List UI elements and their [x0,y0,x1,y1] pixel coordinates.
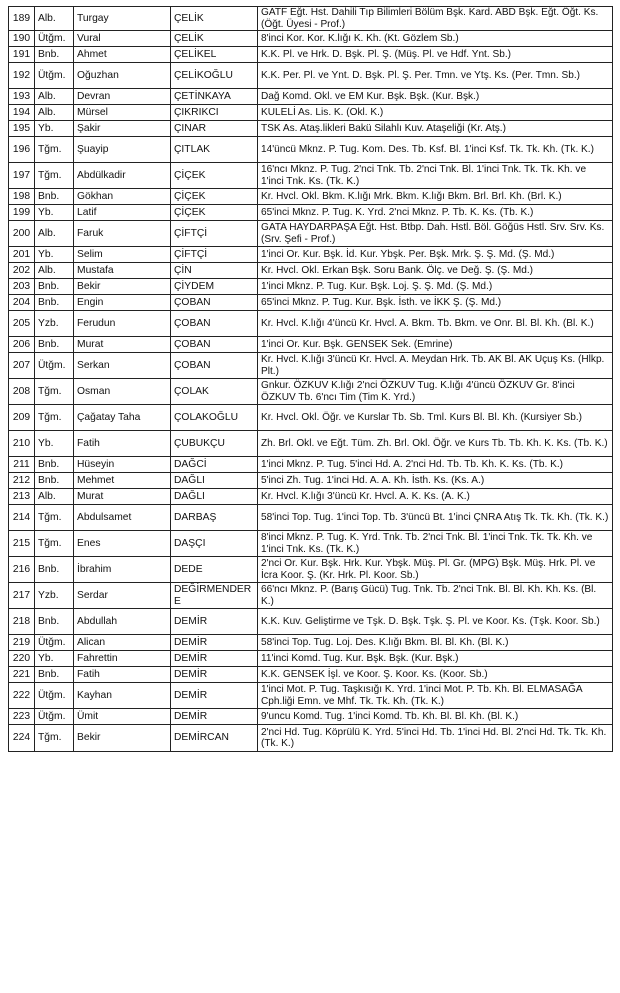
cell-desc: 65'inci Mknz. P. Tug. K. Yrd. 2'nci Mknz. P. Tb. K. Ks. (Tb. K.) [258,205,613,221]
cell-first: Fatih [74,667,171,683]
cell-desc: 58'inci Top. Tug. Loj. Des. K.lığı Bkm. Bl. Bl. Kh. (Bl. K.) [258,635,613,651]
cell-first: Alican [74,635,171,651]
table-row [9,337,613,353]
cell-last: ÇINAR [171,121,258,137]
cell-desc: 1'inci Or. Kur. Bşk. GENSEK Sek. (Emrine) [258,337,613,353]
cell-last: DEMİR [171,609,258,635]
cell-rank: Ütğm. [35,635,74,651]
cell-last: ÇIKRIKCI [171,105,258,121]
cell-first: Gökhan [74,189,171,205]
cell-rank: Tğm. [35,505,74,531]
cell-rank: Tğm. [35,163,74,189]
cell-no: 212 [9,473,35,489]
cell-last: ÇİYDEM [171,279,258,295]
cell-first: Kayhan [74,683,171,709]
cell-no: 193 [9,89,35,105]
cell-desc: Kr. Hvcl. K.lığı 4'üncü Kr. Hvcl. A. Bkm. Tb. Bkm. ve Onr. Bl. Bl. Kh. (Bl. K.) [258,311,613,337]
cell-first: Abdülkadir [74,163,171,189]
table-row [9,651,613,667]
cell-last: ÇOLAKOĞLU [171,405,258,431]
cell-desc: Kr. Hvcl. K.lığı 3'üncü Kr. Hvcl. A. K. Ks. (A. K.) [258,489,613,505]
cell-last: ÇITLAK [171,137,258,163]
cell-no: 209 [9,405,35,431]
cell-first: Şuayip [74,137,171,163]
cell-first: Serkan [74,353,171,379]
cell-last: DEMİR [171,667,258,683]
cell-no: 222 [9,683,35,709]
cell-desc: K.K. GENSEK İşl. ve Koor. Ş. Koor. Ks. (Koor. Sb.) [258,667,613,683]
cell-desc: K.K. Pl. ve Hrk. D. Bşk. Pl. Ş. (Müş. Pl. ve Hdf. Ynt. Sb.) [258,47,613,63]
cell-no: 219 [9,635,35,651]
cell-first: Faruk [74,221,171,247]
table-row [9,247,613,263]
cell-desc: 8'inci Kor. Kor. K.lığı K. Kh. (Kt. Gözlem Sb.) [258,31,613,47]
cell-last: ÇİFTÇİ [171,221,258,247]
cell-first: Mürsel [74,105,171,121]
cell-first: Ümit [74,709,171,725]
cell-desc: 5'inci Zh. Tug. 1'inci Hd. A. A. Kh. İsth. Ks. (Ks. A.) [258,473,613,489]
cell-no: 215 [9,531,35,557]
cell-last: DEMİRCAN [171,725,258,752]
cell-no: 214 [9,505,35,531]
cell-first: Murat [74,337,171,353]
cell-first: Vural [74,31,171,47]
table-row [9,431,613,457]
table-body [9,7,613,752]
cell-first: Osman [74,379,171,405]
cell-no: 210 [9,431,35,457]
cell-rank: Tğm. [35,137,74,163]
table-row [9,279,613,295]
cell-rank: Ütğm. [35,353,74,379]
cell-first: Latif [74,205,171,221]
cell-desc: GATF Eğt. Hst. Dahili Tıp Bilimleri Bölüm Bşk. Kard. ABD Bşk. Eğt. Öğt. Ks. (Öğt. Üyesi - Prof.) [258,7,613,31]
cell-last: ÇİN [171,263,258,279]
cell-rank: Alb. [35,221,74,247]
cell-first: İbrahim [74,557,171,583]
cell-rank: Yb. [35,205,74,221]
table-row [9,137,613,163]
cell-last: DEMİR [171,683,258,709]
cell-last: DEMİR [171,651,258,667]
cell-no: 211 [9,457,35,473]
cell-desc: 66'ncı Mknz. P. (Barış Gücü) Tug. Tnk. Tb. 2'nci Tnk. Bl. Bl. Kh. Kh. Ks. (Bl. K.) [258,583,613,609]
cell-first: Çağatay Taha [74,405,171,431]
cell-first: Fatih [74,431,171,457]
cell-rank: Bnb. [35,337,74,353]
cell-rank: Tğm. [35,379,74,405]
cell-desc: 1'inci Mknz. P. Tug. 5'inci Hd. A. 2'nci Hd. Tb. Tb. Kh. K. Ks. (Tb. K.) [258,457,613,473]
cell-rank: Alb. [35,7,74,31]
table-row [9,531,613,557]
cell-rank: Bnb. [35,557,74,583]
cell-last: DAĞLI [171,473,258,489]
cell-desc: 11'inci Komd. Tug. Kur. Bşk. Bşk. (Kur. Bşk.) [258,651,613,667]
cell-rank: Yb. [35,121,74,137]
cell-no: 189 [9,7,35,31]
cell-first: Ahmet [74,47,171,63]
cell-rank: Bnb. [35,667,74,683]
table-row [9,47,613,63]
cell-last: DAĞCİ [171,457,258,473]
cell-rank: Yzb. [35,311,74,337]
cell-last: DEĞİRMENDERE [171,583,258,609]
cell-no: 203 [9,279,35,295]
cell-no: 216 [9,557,35,583]
cell-last: ÇOBAN [171,337,258,353]
cell-first: Mehmet [74,473,171,489]
cell-desc: 1'inci Or. Kur. Bşk. İd. Kur. Ybşk. Per. Bşk. Mrk. Ş. Ş. Md. (Ş. Md.) [258,247,613,263]
table-row [9,667,613,683]
cell-last: ÇELİK [171,31,258,47]
cell-desc: 2'nci Hd. Tug. Köprülü K. Yrd. 5'inci Hd. Tb. 1'inci Hd. Bl. 2'nci Hd. Tk. Tk. Kh. (Tk. K.) [258,725,613,752]
cell-no: 224 [9,725,35,752]
cell-rank: Bnb. [35,189,74,205]
cell-last: ÇOBAN [171,353,258,379]
cell-no: 204 [9,295,35,311]
table-row [9,583,613,609]
cell-no: 197 [9,163,35,189]
cell-desc: 65'inci Mknz. P. Tug. Kur. Bşk. İsth. ve İKK Ş. (Ş. Md.) [258,295,613,311]
table-row [9,683,613,709]
cell-last: ÇİÇEK [171,163,258,189]
cell-rank: Ütğm. [35,709,74,725]
table-row [9,353,613,379]
cell-desc: Gnkur. ÖZKUV K.lığı 2'nci ÖZKUV Tug. K.lığı 4'üncü ÖZKUV Gr. 8'inci ÖZKUV Tb. 6'ncı Tim (Tim K. Yrd.) [258,379,613,405]
cell-rank: Bnb. [35,609,74,635]
cell-desc: Kr. Hvcl. Okl. Erkan Bşk. Soru Bank. Ölç. ve Değ. Ş. (Ş. Md.) [258,263,613,279]
cell-first: Serdar [74,583,171,609]
cell-rank: Yzb. [35,583,74,609]
cell-no: 190 [9,31,35,47]
cell-no: 195 [9,121,35,137]
cell-no: 200 [9,221,35,247]
cell-rank: Bnb. [35,47,74,63]
cell-no: 198 [9,189,35,205]
table-row [9,709,613,725]
cell-no: 192 [9,63,35,89]
cell-last: ÇUBUKÇU [171,431,258,457]
cell-last: DAŞÇI [171,531,258,557]
cell-rank: Alb. [35,263,74,279]
table-row [9,457,613,473]
cell-rank: Alb. [35,105,74,121]
personnel-table [8,6,613,752]
table-row [9,263,613,279]
table-row [9,311,613,337]
cell-rank: Bnb. [35,295,74,311]
cell-rank: Bnb. [35,473,74,489]
table-row [9,295,613,311]
cell-first: Fahrettin [74,651,171,667]
cell-no: 191 [9,47,35,63]
cell-no: 220 [9,651,35,667]
cell-last: ÇİÇEK [171,189,258,205]
cell-first: Bekir [74,725,171,752]
cell-rank: Yb. [35,651,74,667]
table-row [9,89,613,105]
cell-last: ÇOLAK [171,379,258,405]
cell-rank: Tğm. [35,725,74,752]
cell-rank: Bnb. [35,279,74,295]
cell-no: 205 [9,311,35,337]
cell-desc: 1'inci Mknz. P. Tug. Kur. Bşk. Loj. Ş. Ş. Md. (Ş. Md.) [258,279,613,295]
cell-rank: Alb. [35,89,74,105]
cell-last: DEDE [171,557,258,583]
cell-desc: K.K. Per. Pl. ve Ynt. D. Bşk. Pl. Ş. Per. Tmn. ve Ytş. Ks. (Per. Tmn. Sb.) [258,63,613,89]
table-row [9,473,613,489]
cell-rank: Tğm. [35,531,74,557]
cell-rank: Ütğm. [35,31,74,47]
cell-last: ÇİFTÇİ [171,247,258,263]
cell-rank: Bnb. [35,457,74,473]
cell-last: ÇELİK [171,7,258,31]
cell-last: ÇETİNKAYA [171,89,258,105]
cell-first: Murat [74,489,171,505]
cell-last: DARBAŞ [171,505,258,531]
cell-desc: KULELİ As. Lis. K. (Okl. K.) [258,105,613,121]
cell-first: Mustafa [74,263,171,279]
cell-rank: Alb. [35,489,74,505]
cell-no: 221 [9,667,35,683]
cell-first: Oğuzhan [74,63,171,89]
cell-rank: Yb. [35,247,74,263]
cell-last: DEMİR [171,635,258,651]
cell-first: Engin [74,295,171,311]
table-row [9,725,613,752]
cell-last: ÇELİKOĞLU [171,63,258,89]
cell-desc: 1'inci Mot. P. Tug. Taşkısığı K. Yrd. 1'inci Mot. P. Tb. Kh. Bl. ELMASAĞA Cph.liği Emn. ve Mhf. Tk. Tk. Kh. (Tk. K.) [258,683,613,709]
cell-desc: 2'nci Or. Kur. Bşk. Hrk. Kur. Ybşk. Müş. Pl. Gr. (MPG) Bşk. Müş. Hrk. Pl. ve İcra Koor. Ş. (Kr. Hrk. Pl. Koor. Sb.) [258,557,613,583]
table-row [9,189,613,205]
cell-rank: Ütğm. [35,683,74,709]
table-row [9,205,613,221]
cell-desc: 9'uncu Komd. Tug. 1'inci Komd. Tb. Kh. Bl. Bl. Kh. (Bl. K.) [258,709,613,725]
cell-last: DAĞLI [171,489,258,505]
cell-last: ÇİÇEK [171,205,258,221]
cell-last: ÇOBAN [171,311,258,337]
cell-first: Selim [74,247,171,263]
cell-last: ÇELİKEL [171,47,258,63]
cell-desc: 14'üncü Mknz. P. Tug. Kom. Des. Tb. Ksf. Bl. 1'inci Ksf. Tk. Tk. Kh. (Tk. K.) [258,137,613,163]
cell-first: Abdulsamet [74,505,171,531]
cell-first: Hüseyin [74,457,171,473]
cell-no: 218 [9,609,35,635]
cell-no: 199 [9,205,35,221]
cell-no: 213 [9,489,35,505]
cell-first: Şakir [74,121,171,137]
cell-first: Devran [74,89,171,105]
table-row [9,379,613,405]
cell-no: 202 [9,263,35,279]
table-row [9,609,613,635]
table-row [9,505,613,531]
table-row [9,63,613,89]
table-row [9,163,613,189]
cell-no: 196 [9,137,35,163]
cell-first: Turgay [74,7,171,31]
table-row [9,221,613,247]
table-row [9,405,613,431]
cell-no: 206 [9,337,35,353]
table-row [9,489,613,505]
cell-desc: TSK As. Ataş.likleri Bakü Silahlı Kuv. Ataşeliği (Kr. Atş.) [258,121,613,137]
cell-last: ÇOBAN [171,295,258,311]
cell-no: 217 [9,583,35,609]
cell-desc: 8'inci Mknz. P. Tug. K. Yrd. Tnk. Tb. 2'nci Tnk. Bl. 1'inci Tnk. Tk. Tk. Kh. ve 1'inci Tnk. Ks. (Tk. K.) [258,531,613,557]
cell-desc: Kr. Hvcl. Okl. Öğr. ve Kurslar Tb. Sb. Tml. Kurs Bl. Bl. Kh. (Kursiyer Sb.) [258,405,613,431]
cell-desc: K.K. Kuv. Geliştirme ve Tşk. D. Bşk. Tşk. Ş. Pl. ve Koor. Ks. (Tşk. Koor. Sb.) [258,609,613,635]
cell-desc: GATA HAYDARPAŞA Eğt. Hst. Btbp. Dah. Hstl. Böl. Göğüs Hstl. Srv. Srv. Ks. (Srv. Şefi - Prof.) [258,221,613,247]
table-row [9,635,613,651]
cell-first: Ferudun [74,311,171,337]
table-row [9,557,613,583]
cell-rank: Tğm. [35,405,74,431]
cell-no: 207 [9,353,35,379]
cell-no: 208 [9,379,35,405]
cell-first: Enes [74,531,171,557]
table-row [9,7,613,31]
cell-first: Abdullah [74,609,171,635]
cell-desc: 16'ncı Mknz. P. Tug. 2'nci Tnk. Tb. 2'nci Tnk. Bl. 1'inci Tnk. Tk. Tk. Kh. ve 1'inci Tnk. Ks. (Tk. K.) [258,163,613,189]
table-row [9,105,613,121]
cell-no: 201 [9,247,35,263]
cell-no: 223 [9,709,35,725]
cell-rank: Ütğm. [35,63,74,89]
cell-last: DEMİR [171,709,258,725]
cell-no: 194 [9,105,35,121]
cell-desc: Zh. Brl. Okl. ve Eğt. Tüm. Zh. Brl. Okl. Öğr. ve Kurs Tb. Tb. Kh. K. Ks. (Tb. K.) [258,431,613,457]
cell-desc: Kr. Hvcl. K.lığı 3'üncü Kr. Hvcl. A. Meydan Hrk. Tb. AK Bl. AK Uçuş Ks. (Hlkp. Plt.) [258,353,613,379]
cell-desc: Dağ Komd. Okl. ve EM Kur. Bşk. Bşk. (Kur. Bşk.) [258,89,613,105]
table-row [9,31,613,47]
cell-first: Bekir [74,279,171,295]
table-row [9,121,613,137]
cell-desc: 58'inci Top. Tug. 1'inci Top. Tb. 3'üncü Bt. 1'inci ÇNRA Atış Tk. Tk. Kh. (Tk. K.) [258,505,613,531]
cell-rank: Yb. [35,431,74,457]
cell-desc: Kr. Hvcl. Okl. Bkm. K.lığı Mrk. Bkm. K.lığı Bkm. Brl. Brl. Kh. (Brl. K.) [258,189,613,205]
